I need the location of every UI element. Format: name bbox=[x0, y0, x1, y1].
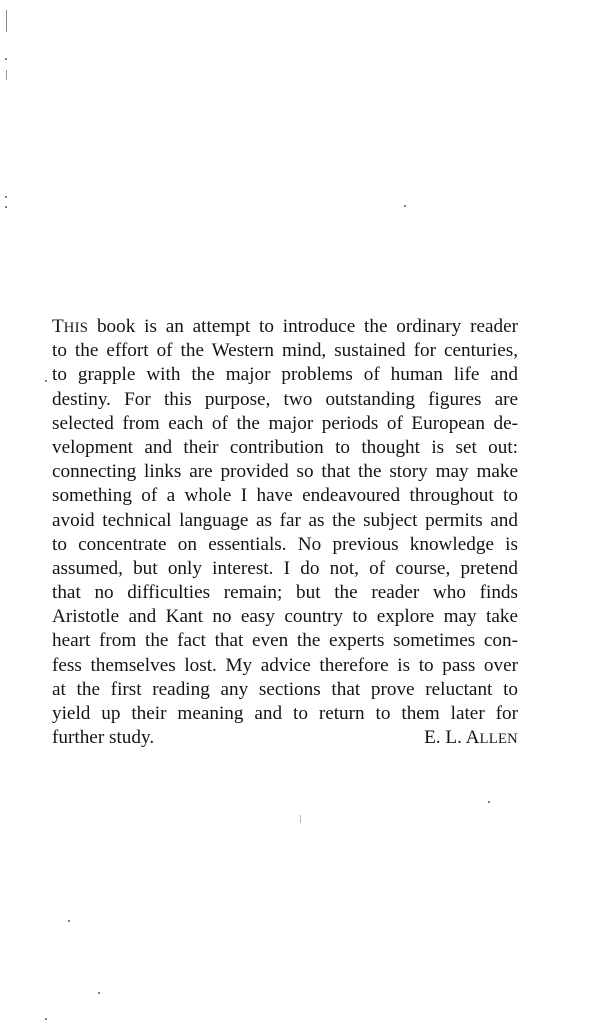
scan-speck bbox=[45, 1018, 47, 1020]
blurb-line: Aristotle and Kant no easy country to explore may take bbox=[52, 606, 518, 628]
publisher-blurb bbox=[52, 315, 518, 750]
author-surname-smallcaps: LLEN bbox=[479, 731, 518, 748]
blurb-line: assumed, but only interest. I do not, of course, pretend bbox=[52, 557, 518, 579]
blurb-line: velopment and their contribution to thought is set out: bbox=[52, 436, 518, 458]
scan-speck bbox=[45, 380, 47, 382]
author-initials: E. L. bbox=[424, 727, 466, 749]
scan-speck bbox=[6, 10, 7, 32]
blurb-line: to grapple with the major problems of human life and bbox=[52, 364, 518, 386]
scan-speck bbox=[6, 70, 7, 80]
blurb-line-text: further study. bbox=[52, 727, 155, 749]
dropcap-smallcaps: HIS bbox=[63, 320, 89, 336]
blurb-line: to concentrate on essentials. No previous knowledge is bbox=[52, 533, 518, 555]
blurb-line: to the effort of the Western mind, sustained for centuries, bbox=[52, 340, 518, 362]
blurb-line: selected from each of the major periods of European de- bbox=[52, 412, 518, 434]
scan-speck bbox=[488, 801, 490, 803]
blurb-line: destiny. For this purpose, two outstanding figures are bbox=[52, 388, 518, 410]
scan-speck bbox=[404, 205, 406, 207]
blurb-line: at the first reading any sections that prove reluctant to bbox=[52, 678, 518, 700]
dropcap-letter: T bbox=[52, 316, 64, 337]
scan-speck bbox=[5, 196, 7, 198]
scan-speck bbox=[68, 920, 70, 922]
blurb-line: heart from the fact that even the experts sometimes con- bbox=[52, 630, 518, 652]
scan-speck bbox=[98, 992, 100, 994]
blurb-line: yield up their meaning and to return to them later for bbox=[52, 703, 518, 724]
scan-speck bbox=[5, 206, 7, 208]
scan-speck bbox=[5, 58, 7, 60]
scan-speck bbox=[300, 815, 301, 823]
blurb-line: connecting links are provided so that the story may make bbox=[52, 461, 518, 483]
author-surname-initial: A bbox=[465, 727, 480, 749]
blurb-line-text: book is an attempt to introduce the ordinary reader bbox=[88, 316, 518, 337]
blurb-line: something of a whole I have endeavoured throughout to bbox=[52, 485, 518, 507]
blurb-line: fess themselves lost. My advice therefore is to pass over bbox=[52, 654, 518, 676]
blurb-line bbox=[52, 315, 518, 339]
blurb-line: avoid technical language as far as the subject permits and bbox=[52, 509, 518, 531]
author-signature bbox=[424, 726, 518, 750]
blurb-last-line bbox=[52, 726, 518, 750]
blurb-line: that no difficulties remain; but the reader who finds bbox=[52, 582, 518, 604]
